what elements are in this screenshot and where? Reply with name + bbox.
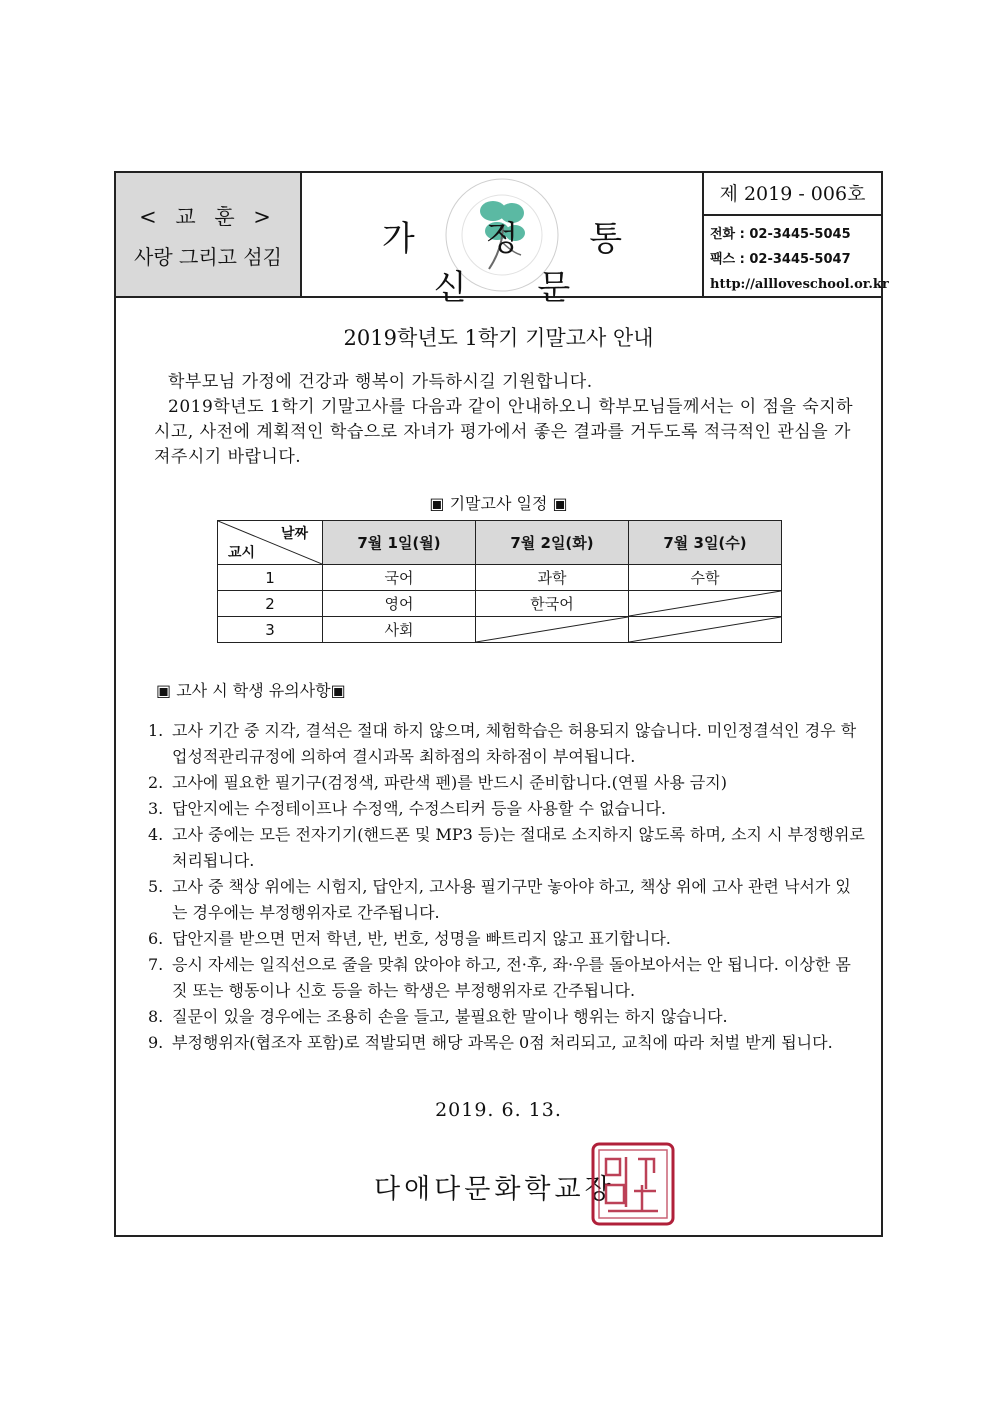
issue-date: 2019. 6. 13. — [435, 1099, 562, 1121]
period-cell: 2 — [218, 591, 323, 617]
motto-text: 사랑 그리고 섬김 — [134, 245, 282, 269]
school-motto-box — [116, 173, 302, 296]
item-text: 고사 중 책상 위에는 시험지, 답안지, 고사용 필기구만 놓아야 하고, 책상 위에 고사 관련 낙서가 있는 경우에는 부정행위자로 간주됩니다. — [172, 877, 851, 922]
item-number: 9. — [148, 1033, 164, 1052]
item-text: 응시 자세는 일직선으로 줄을 맞춰 앉아야 하고, 전·후, 좌·우를 돌아보아서는 안 됩니다. 이상한 몸짓 또는 행동이나 신호 등을 하는 학생은 부정행위자로 간주됩니다. — [172, 955, 851, 1000]
date-header: 7월 3일(수) — [629, 521, 782, 565]
item-number: 4. — [148, 825, 164, 844]
document-title: 2019학년도 1학기 기말고사 안내 — [343, 326, 654, 350]
student-notes-list — [148, 718, 866, 1056]
list-item — [148, 1004, 866, 1030]
table-row — [218, 565, 782, 591]
item-number: 2. — [148, 773, 164, 792]
item-text: 부정행위자(협조자 포함)로 적발되면 해당 과목은 0점 처리되고, 교칙에 따라 처벌 받게 됩니다. — [172, 1033, 833, 1052]
website-link[interactable]: http://allloveschool.or.kr — [710, 277, 889, 292]
item-number: 3. — [148, 799, 164, 818]
empty-cell — [476, 617, 629, 643]
subject-cell: 영어 — [323, 591, 476, 617]
item-text: 고사에 필요한 필기구(검정색, 파란색 펜)를 반드시 준비합니다.(연필 사용 금지) — [172, 773, 727, 792]
period-cell: 1 — [218, 565, 323, 591]
period-cell: 3 — [218, 617, 323, 643]
subject-cell: 사회 — [323, 617, 476, 643]
header — [116, 173, 889, 308]
subject-cell: 국어 — [323, 565, 476, 591]
subject-cell: 과학 — [476, 565, 629, 591]
principal-signature: 다애다문화학교장 — [374, 1174, 615, 1205]
item-number: 5. — [148, 877, 164, 896]
fax-number: 팩스 : 02-3445-5047 — [710, 252, 851, 267]
list-item — [148, 796, 866, 822]
intro-body: 2019학년도 1학기 기말고사를 다음과 같이 안내하오니 학부모님들께서는 이 점을 숙지하시고, 사전에 계획적인 학습으로 자녀가 평가에서 좋은 결과를 거두도록 적극적인 관심을 가져주시기 바랍니다. — [154, 397, 854, 467]
list-item — [148, 952, 866, 1004]
motto-title: < 교 훈 > — [139, 205, 277, 229]
item-number: 1. — [148, 721, 164, 740]
intro-paragraph — [154, 370, 854, 470]
date-header: 7월 1일(월) — [323, 521, 476, 565]
item-text: 고사 중에는 모든 전자기기(핸드폰 및 MP3 등)는 절대로 소지하지 않도록 하며, 소지 시 부정행위로 처리됩니다. — [172, 825, 865, 870]
newsletter-frame — [114, 171, 889, 1237]
list-item — [148, 718, 866, 770]
phone-number: 전화 : 02-3445-5045 — [710, 227, 851, 242]
date-header: 7월 2일(화) — [476, 521, 629, 565]
table-row — [218, 591, 782, 617]
list-item — [148, 874, 866, 926]
date-axis-label: 날짜 — [280, 526, 308, 542]
empty-cell — [629, 617, 782, 643]
item-text: 답안지에는 수정테이프나 수정액, 수정스티커 등을 사용할 수 없습니다. — [172, 799, 666, 818]
notes-title: ▣ 고사 시 학생 유의사항▣ — [156, 681, 346, 700]
school-seal-icon — [590, 1141, 676, 1227]
table-corner-header — [218, 521, 323, 565]
item-text: 질문이 있을 경우에는 조용히 손을 들고, 불필요한 말이나 행위는 하지 않습니다. — [172, 1007, 728, 1026]
empty-cell — [629, 591, 782, 617]
intro-greeting: 학부모님 가정에 건강과 행복이 가득하시길 기원합니다. — [168, 372, 593, 392]
table-row — [218, 617, 782, 643]
item-number: 8. — [148, 1007, 164, 1026]
item-number: 6. — [148, 929, 164, 948]
item-text: 답안지를 받으면 먼저 학년, 반, 번호, 성명을 빠트리지 않고 표기합니다. — [172, 929, 671, 948]
item-text: 고사 기간 중 지각, 결석은 절대 하지 않으며, 체험학습은 허용되지 않습니다. 미인정결석인 경우 학업성적관리규정에 의하여 결시과목 최하점의 차하점이 부여됩니다. — [172, 721, 857, 766]
newsletter-title: 가 정 통 신 문 — [381, 219, 653, 308]
list-item — [148, 1030, 866, 1056]
issue-number: 제 2019 - 006호 — [704, 173, 881, 216]
item-number: 7. — [148, 955, 164, 974]
masthead — [302, 173, 702, 308]
list-item — [148, 822, 866, 874]
subject-cell: 수학 — [629, 565, 782, 591]
list-item — [148, 770, 866, 796]
subject-cell: 한국어 — [476, 591, 629, 617]
exam-schedule-table — [217, 520, 782, 643]
schedule-title: ▣ 기말고사 일정 ▣ — [429, 494, 568, 513]
period-axis-label: 교시 — [228, 545, 256, 561]
contact-info — [704, 216, 889, 297]
list-item — [148, 926, 866, 952]
issue-info-box — [702, 173, 889, 296]
